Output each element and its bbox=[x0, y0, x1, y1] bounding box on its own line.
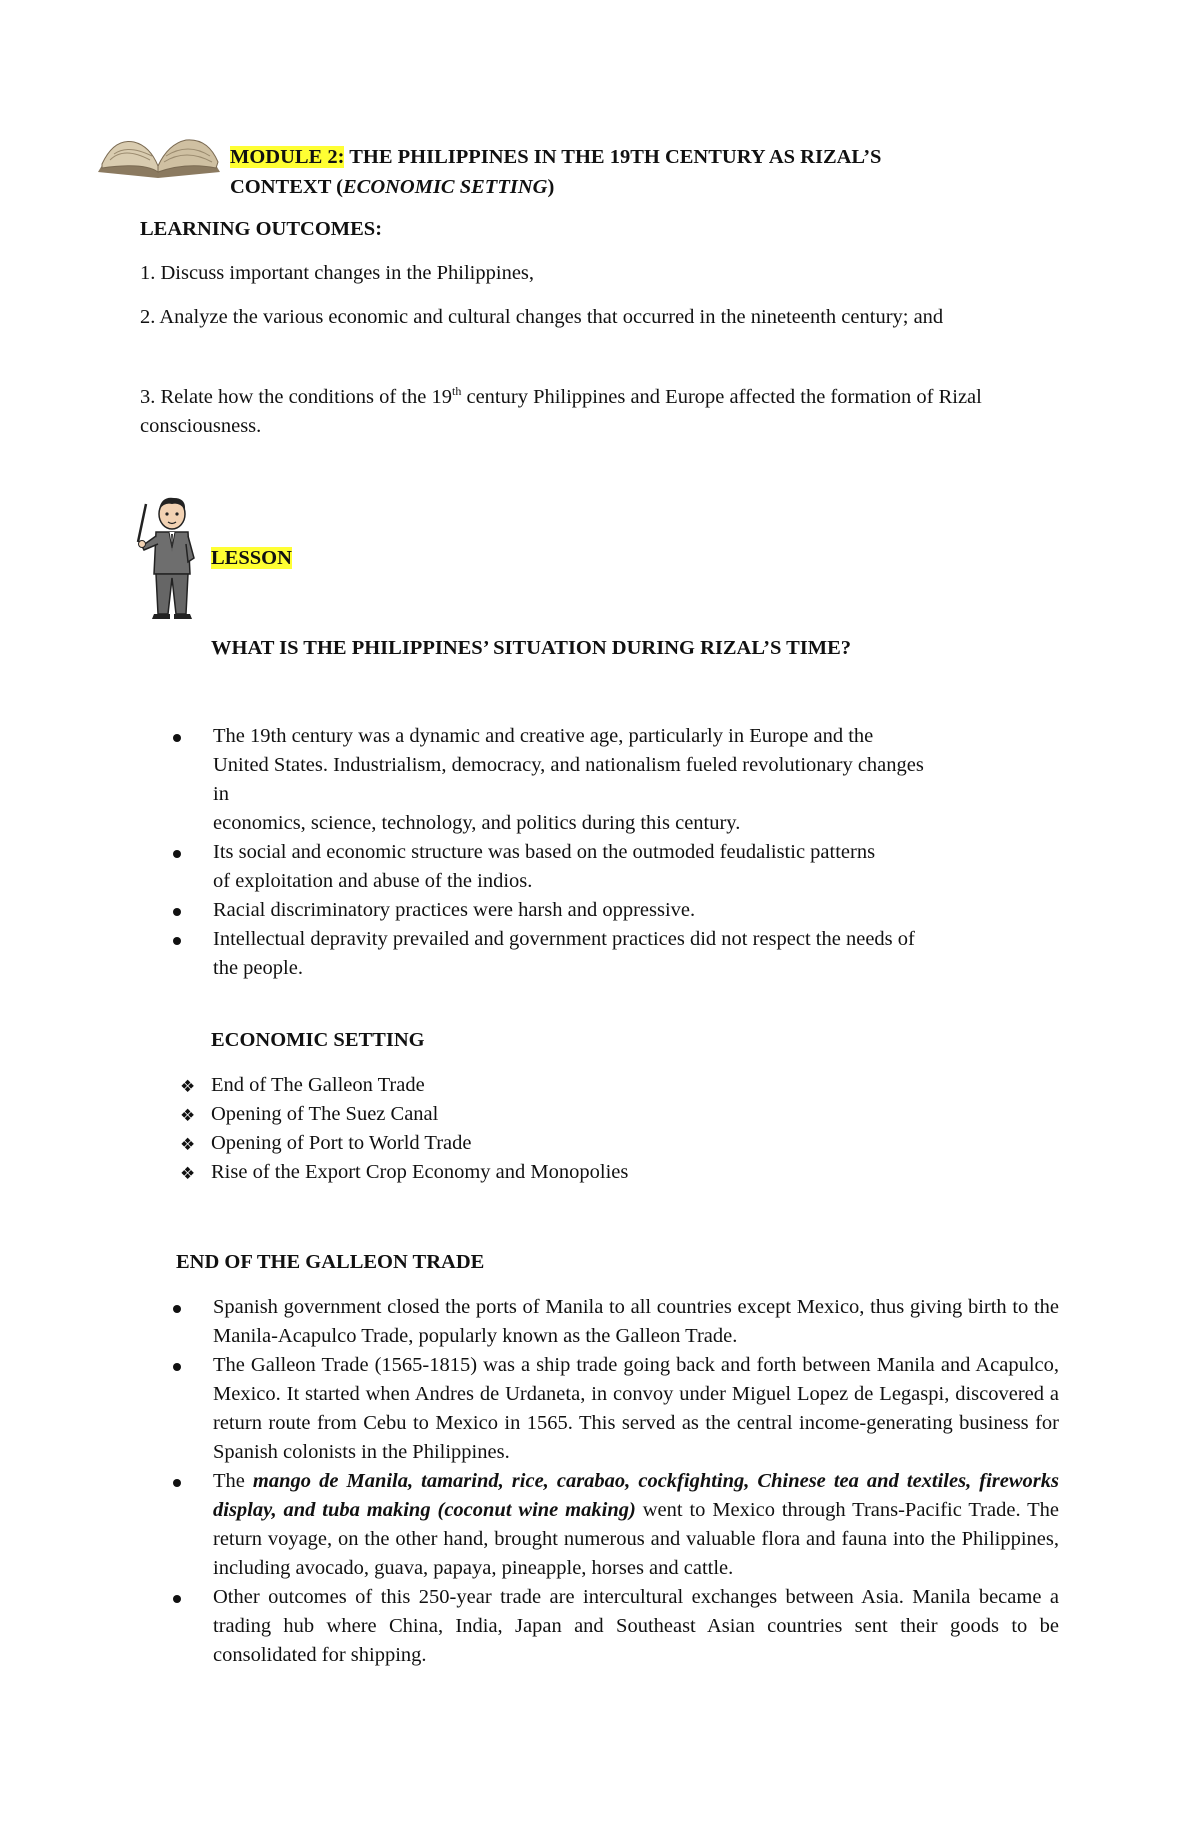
diamond-bullet-icon: ❖ bbox=[180, 1077, 196, 1097]
module-title-line2-pre: CONTEXT ( bbox=[230, 176, 343, 198]
list-item bbox=[173, 1467, 1059, 1583]
galleon-p3-post: went to Mexico through Trans-Pacific Trade. The return voyage, on the other hand, brought numerous and valuable flora and fauna into the Philippines, including avocado, guava, papaya, pineapple, horses and cattle. bbox=[213, 1499, 1059, 1579]
list-item bbox=[173, 838, 1053, 896]
galleon-p2: The Galleon Trade (1565-1815) was a ship trade going back and forth between Manila and Acapulco, Mexico. It started when Andres de Urdaneta, in convoy under Miguel Lopez de Legaspi, discovered a return route from Cebu to Mexico in 1565. This served as the central income-generating business for Spanish colonists in the Philippines. bbox=[213, 1354, 1059, 1463]
outcome-3-sup: th bbox=[452, 384, 462, 398]
galleon-p4: Other outcomes of this 250-year trade are intercultural exchanges between Asia. Manila became a trading hub where China, India, Japan and Southeast Asian countries sent their goods to be consolidated for shipping. bbox=[213, 1586, 1059, 1666]
outcome-1: 1. Discuss important changes in the Philippines, bbox=[140, 262, 535, 284]
list-item bbox=[173, 1351, 1059, 1467]
lesson-bullet-1-l3: in bbox=[213, 783, 229, 805]
open-book-icon bbox=[94, 132, 224, 182]
lesson-bullet-1-l1: The 19th century was a dynamic and creative age, particularly in Europe and the bbox=[213, 725, 874, 747]
bullet-dot bbox=[173, 734, 181, 742]
module-title bbox=[230, 142, 881, 202]
list-item bbox=[180, 1158, 980, 1187]
list-item bbox=[173, 722, 1053, 838]
lesson-bullet-1-l4: economics, science, technology, and politics during this century. bbox=[213, 812, 741, 834]
list-item bbox=[173, 1293, 1059, 1351]
lesson-bullet-list bbox=[173, 722, 1053, 983]
galleon-bullet-list bbox=[173, 1293, 1059, 1670]
economic-item: Opening of Port to World Trade bbox=[211, 1132, 472, 1154]
module-title-line1: THE PHILIPPINES IN THE 19TH CENTURY AS RIZAL’S bbox=[344, 146, 882, 168]
bullet-dot bbox=[173, 1479, 181, 1487]
list-item bbox=[173, 1583, 1059, 1670]
outcome-3 bbox=[140, 377, 1060, 441]
teacher-pointer-icon bbox=[128, 492, 208, 622]
bullet-dot bbox=[173, 937, 181, 945]
list-item bbox=[180, 1100, 980, 1129]
economic-item: Rise of the Export Crop Economy and Monopolies bbox=[211, 1161, 629, 1183]
economic-list bbox=[180, 1071, 980, 1187]
list-item bbox=[180, 1129, 980, 1158]
outcome-2: 2. Analyze the various economic and cultural changes that occurred in the nineteenth century; and bbox=[140, 306, 944, 328]
lesson-bullet-2-l1: Its social and economic structure was based on the outmoded feudalistic patterns bbox=[213, 841, 876, 863]
lesson-bullet-4-l2: the people. bbox=[213, 957, 303, 979]
economic-heading: ECONOMIC SETTING bbox=[211, 1029, 425, 1051]
bullet-dot bbox=[173, 908, 181, 916]
outcome-3-pre: 3. Relate how the conditions of the 19 bbox=[140, 385, 452, 408]
module-label: MODULE 2: bbox=[230, 146, 345, 168]
lesson-bullet-3: Racial discriminatory practices were harsh and oppressive. bbox=[213, 899, 696, 921]
list-item bbox=[173, 896, 1053, 925]
lesson-bullet-1-l2: United States. Industrialism, democracy, and nationalism fueled revolutionary changes bbox=[213, 754, 924, 776]
galleon-p3-pre: The bbox=[213, 1470, 253, 1492]
galleon-p3-emphasis: mango de Manila, tamarind, rice, carabao, cockfighting, Chinese tea and textiles, fireworks display, and tuba making (coconut wine making) bbox=[213, 1470, 1059, 1521]
economic-item: End of The Galleon Trade bbox=[211, 1074, 425, 1096]
bullet-dot bbox=[173, 1363, 181, 1371]
economic-item: Opening of The Suez Canal bbox=[211, 1103, 439, 1125]
module-title-line2-post: ) bbox=[547, 176, 555, 198]
module-title-italic: ECONOMIC SETTING bbox=[342, 176, 548, 198]
lesson-label bbox=[211, 544, 292, 573]
diamond-bullet-icon: ❖ bbox=[180, 1135, 196, 1155]
galleon-heading: END OF THE GALLEON TRADE bbox=[176, 1251, 485, 1273]
outcome-3-post: century Philippines and Europe affected the formation of Rizal consciousness. bbox=[140, 385, 982, 437]
bullet-dot bbox=[173, 850, 181, 858]
list-item bbox=[180, 1071, 980, 1100]
diamond-bullet-icon: ❖ bbox=[180, 1106, 196, 1126]
outcomes-heading: LEARNING OUTCOMES: bbox=[140, 218, 383, 240]
lesson-bullet-4-l1: Intellectual depravity prevailed and government practices did not respect the needs of bbox=[213, 928, 915, 950]
diamond-bullet-icon: ❖ bbox=[180, 1164, 196, 1184]
lesson-label-text: LESSON bbox=[211, 547, 292, 569]
bullet-dot bbox=[173, 1595, 181, 1603]
lesson-bullet-2-l2: of exploitation and abuse of the indios. bbox=[213, 870, 533, 892]
list-item bbox=[173, 925, 1053, 983]
lesson-question: WHAT IS THE PHILIPPINES’ SITUATION DURING RIZAL’S TIME? bbox=[211, 637, 852, 659]
galleon-p1: Spanish government closed the ports of Manila to all countries except Mexico, thus giving birth to the Manila-Acapulco Trade, popularly known as the Galleon Trade. bbox=[213, 1296, 1059, 1347]
bullet-dot bbox=[173, 1305, 181, 1313]
